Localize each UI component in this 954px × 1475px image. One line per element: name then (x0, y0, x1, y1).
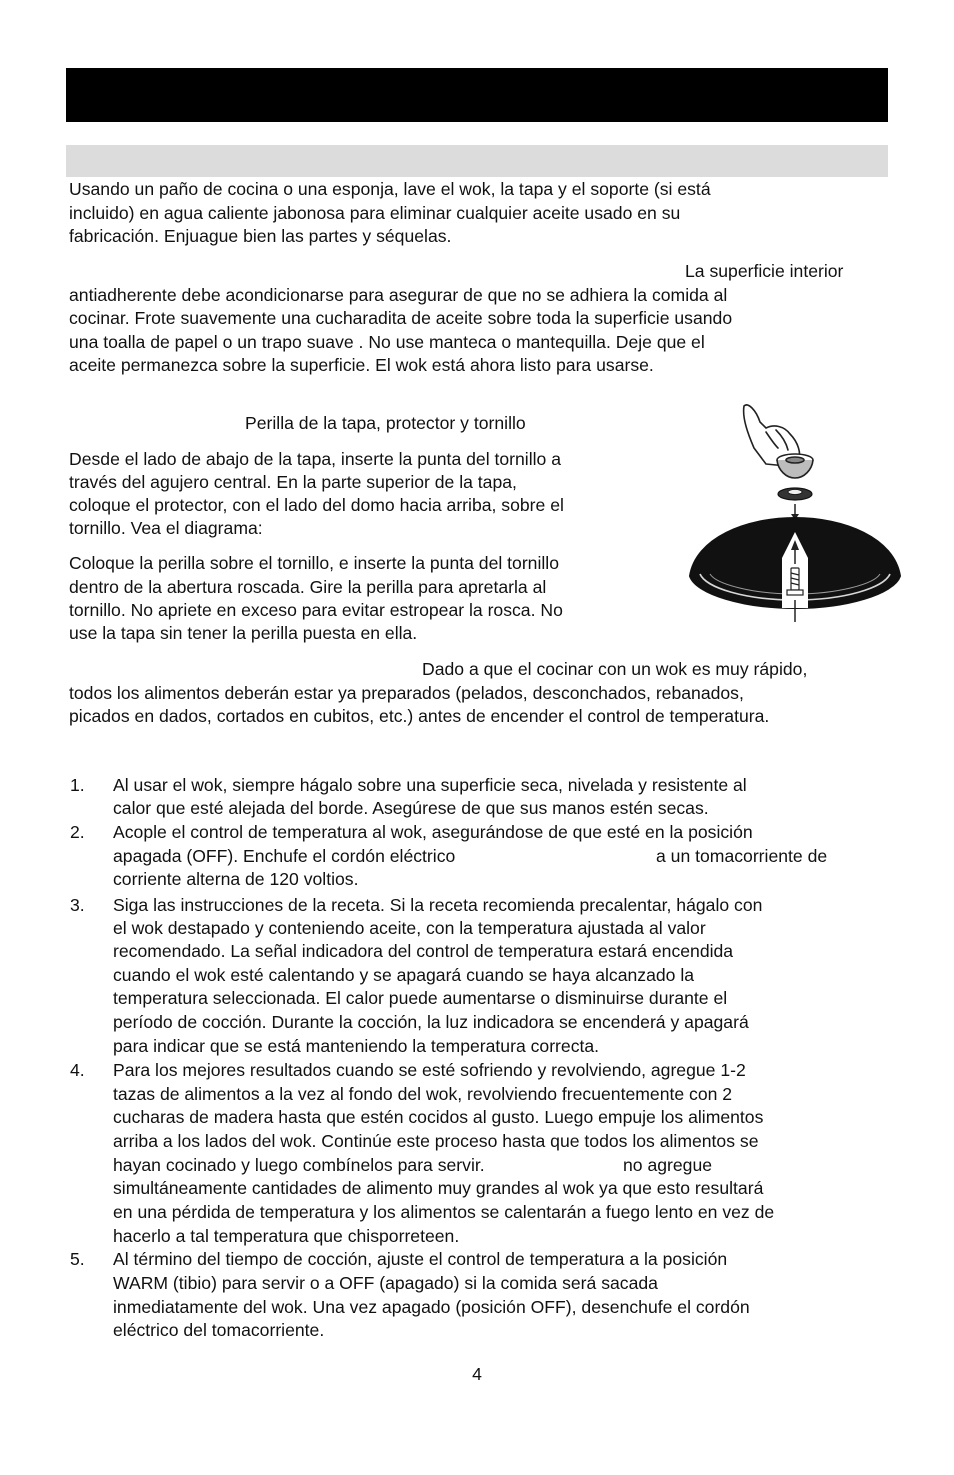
text-line: para indicar que se está manteniendo la temperatura correcta. (113, 1036, 600, 1056)
text-line: tornillo. Vea el diagrama: (69, 518, 263, 538)
text-line: Para los mejores resultados cuando se esté sofriendo y revolviendo, agregue 1-2 (113, 1060, 746, 1080)
text-line: fabricación. Enjuague bien las partes y séquelas. (69, 226, 452, 246)
header-bar (66, 68, 888, 122)
text-line: eléctrico del tomacorriente. (113, 1320, 325, 1340)
text-line: arriba a los lados del wok. Continúe este proceso hasta que todos los alimentos se (113, 1131, 759, 1151)
text-line: el wok destapado y conteniendo aceite, con la temperatura ajustada al valor (113, 918, 706, 938)
section-heading-bar (66, 145, 888, 177)
text-line: tornillo. No apriete en exceso para evitar estropear la rosca. No (69, 600, 563, 620)
text-line: calor que esté alejada del borde. Asegúrese de que sus manos estén secas. (113, 798, 709, 818)
text-line: dentro de la abertura roscada. Gire la perilla para apretarla al (69, 577, 547, 597)
text-line: cocinar. Frote suavemente una cucharadita de aceite sobre toda la superficie usando (69, 308, 733, 328)
text-line: inmediatamente del wok. Una vez apagado (posición OFF), desenchufe el cordón (113, 1297, 750, 1317)
text-line: temperatura seleccionada. El calor puede aumentarse o disminuirse durante el (113, 988, 728, 1008)
text-line: picados en dados, cortados en cubitos, etc.) antes de encender el control de temperatura. (69, 706, 770, 726)
text-line: todos los alimentos deberán estar ya preparados (pelados, desconchados, rebanados, (69, 683, 744, 703)
text-line: Acople el control de temperatura al wok, asegurándose de que esté en la posición (113, 822, 753, 842)
text-line: coloque el protector, con el lado del domo hacia arriba, sobre el (69, 495, 564, 515)
step-number: 5. (70, 1249, 85, 1269)
text-line: apagada (OFF). Enchufe el cordón eléctrico (113, 846, 456, 866)
text-line: Dado a que el cocinar con un wok es muy rápido, (422, 659, 808, 679)
text-line: corriente alterna de 120 voltios. (113, 869, 359, 889)
text-line: través del agujero central. En la parte superior de la tapa, (69, 472, 517, 492)
step-number: 1. (70, 775, 85, 795)
text-line: Coloque la perilla sobre el tornillo, e inserte la punta del tornillo (69, 553, 559, 573)
text-line: una toalla de papel o un trapo suave . No use manteca o mantequilla. Deje que el (69, 332, 705, 352)
text-line: aceite permanezca sobre la superficie. El wok está ahora listo para usarse. (69, 355, 654, 375)
text-line: WARM (tibio) para servir o a OFF (apagado) si la comida será sacada (113, 1273, 658, 1293)
text-line: Al usar el wok, siempre hágalo sobre una superficie seca, nivelada y resistente al (113, 775, 747, 795)
text-line: cuando el wok esté calentando y se apagará cuando se haya alcanzado la (113, 965, 695, 985)
text-line: en una pérdida de temperatura y los alimentos se calentarán a fuego lento en vez de (113, 1202, 775, 1222)
text-line: hacerlo a tal temperatura que chisporreteen. (113, 1226, 460, 1246)
text-line: incluido) en agua caliente jabonosa para eliminar cualquier aceite usado en su (69, 203, 681, 223)
text-line: Usando un paño de cocina o una esponja, lave el wok, la tapa y el soporte (si está (69, 179, 711, 199)
step-number: 4. (70, 1060, 85, 1080)
text-line: recomendado. La señal indicadora del control de temperatura estará encendida (113, 941, 734, 961)
text-line: no agregue (623, 1155, 713, 1175)
text-line: use la tapa sin tener la perilla puesta en ella. (69, 623, 418, 643)
text-line: Desde el lado de abajo de la tapa, inserte la punta del tornillo a (69, 449, 561, 469)
wok-lid-knob-assembly-icon (686, 398, 904, 626)
text-line: simultáneamente cantidades de alimento muy grandes al wok ya que esto resultará (113, 1178, 764, 1198)
text-line: antiadherente debe acondicionarse para asegurar de que no se adhiera la comida al (69, 285, 728, 305)
text-line: La superficie interior (685, 261, 844, 281)
text-line: período de cocción. Durante la cocción, la luz indicadora se encenderá y apagará (113, 1012, 749, 1032)
text-line: Siga las instrucciones de la receta. Si la receta recomienda precalentar, hágalo con (113, 895, 763, 915)
text-line: cucharas de madera hasta que estén cocidos al gusto. Luego empuje los alimentos (113, 1107, 764, 1127)
text-line: a un tomacorriente de (656, 846, 828, 866)
text-line: hayan cocinado y luego combínelos para servir. (113, 1155, 485, 1175)
step-number: 3. (70, 895, 85, 915)
step-number: 2. (70, 822, 85, 842)
text-line: tazas de alimentos a la vez al fondo del wok, revolviendo frecuentemente con 2 (113, 1084, 733, 1104)
text-line: Al término del tiempo de cocción, ajuste el control de temperatura a la posición (113, 1249, 728, 1269)
page-number: 4 (472, 1364, 482, 1384)
knob-subheading: Perilla de la tapa, protector y tornillo (245, 413, 526, 433)
